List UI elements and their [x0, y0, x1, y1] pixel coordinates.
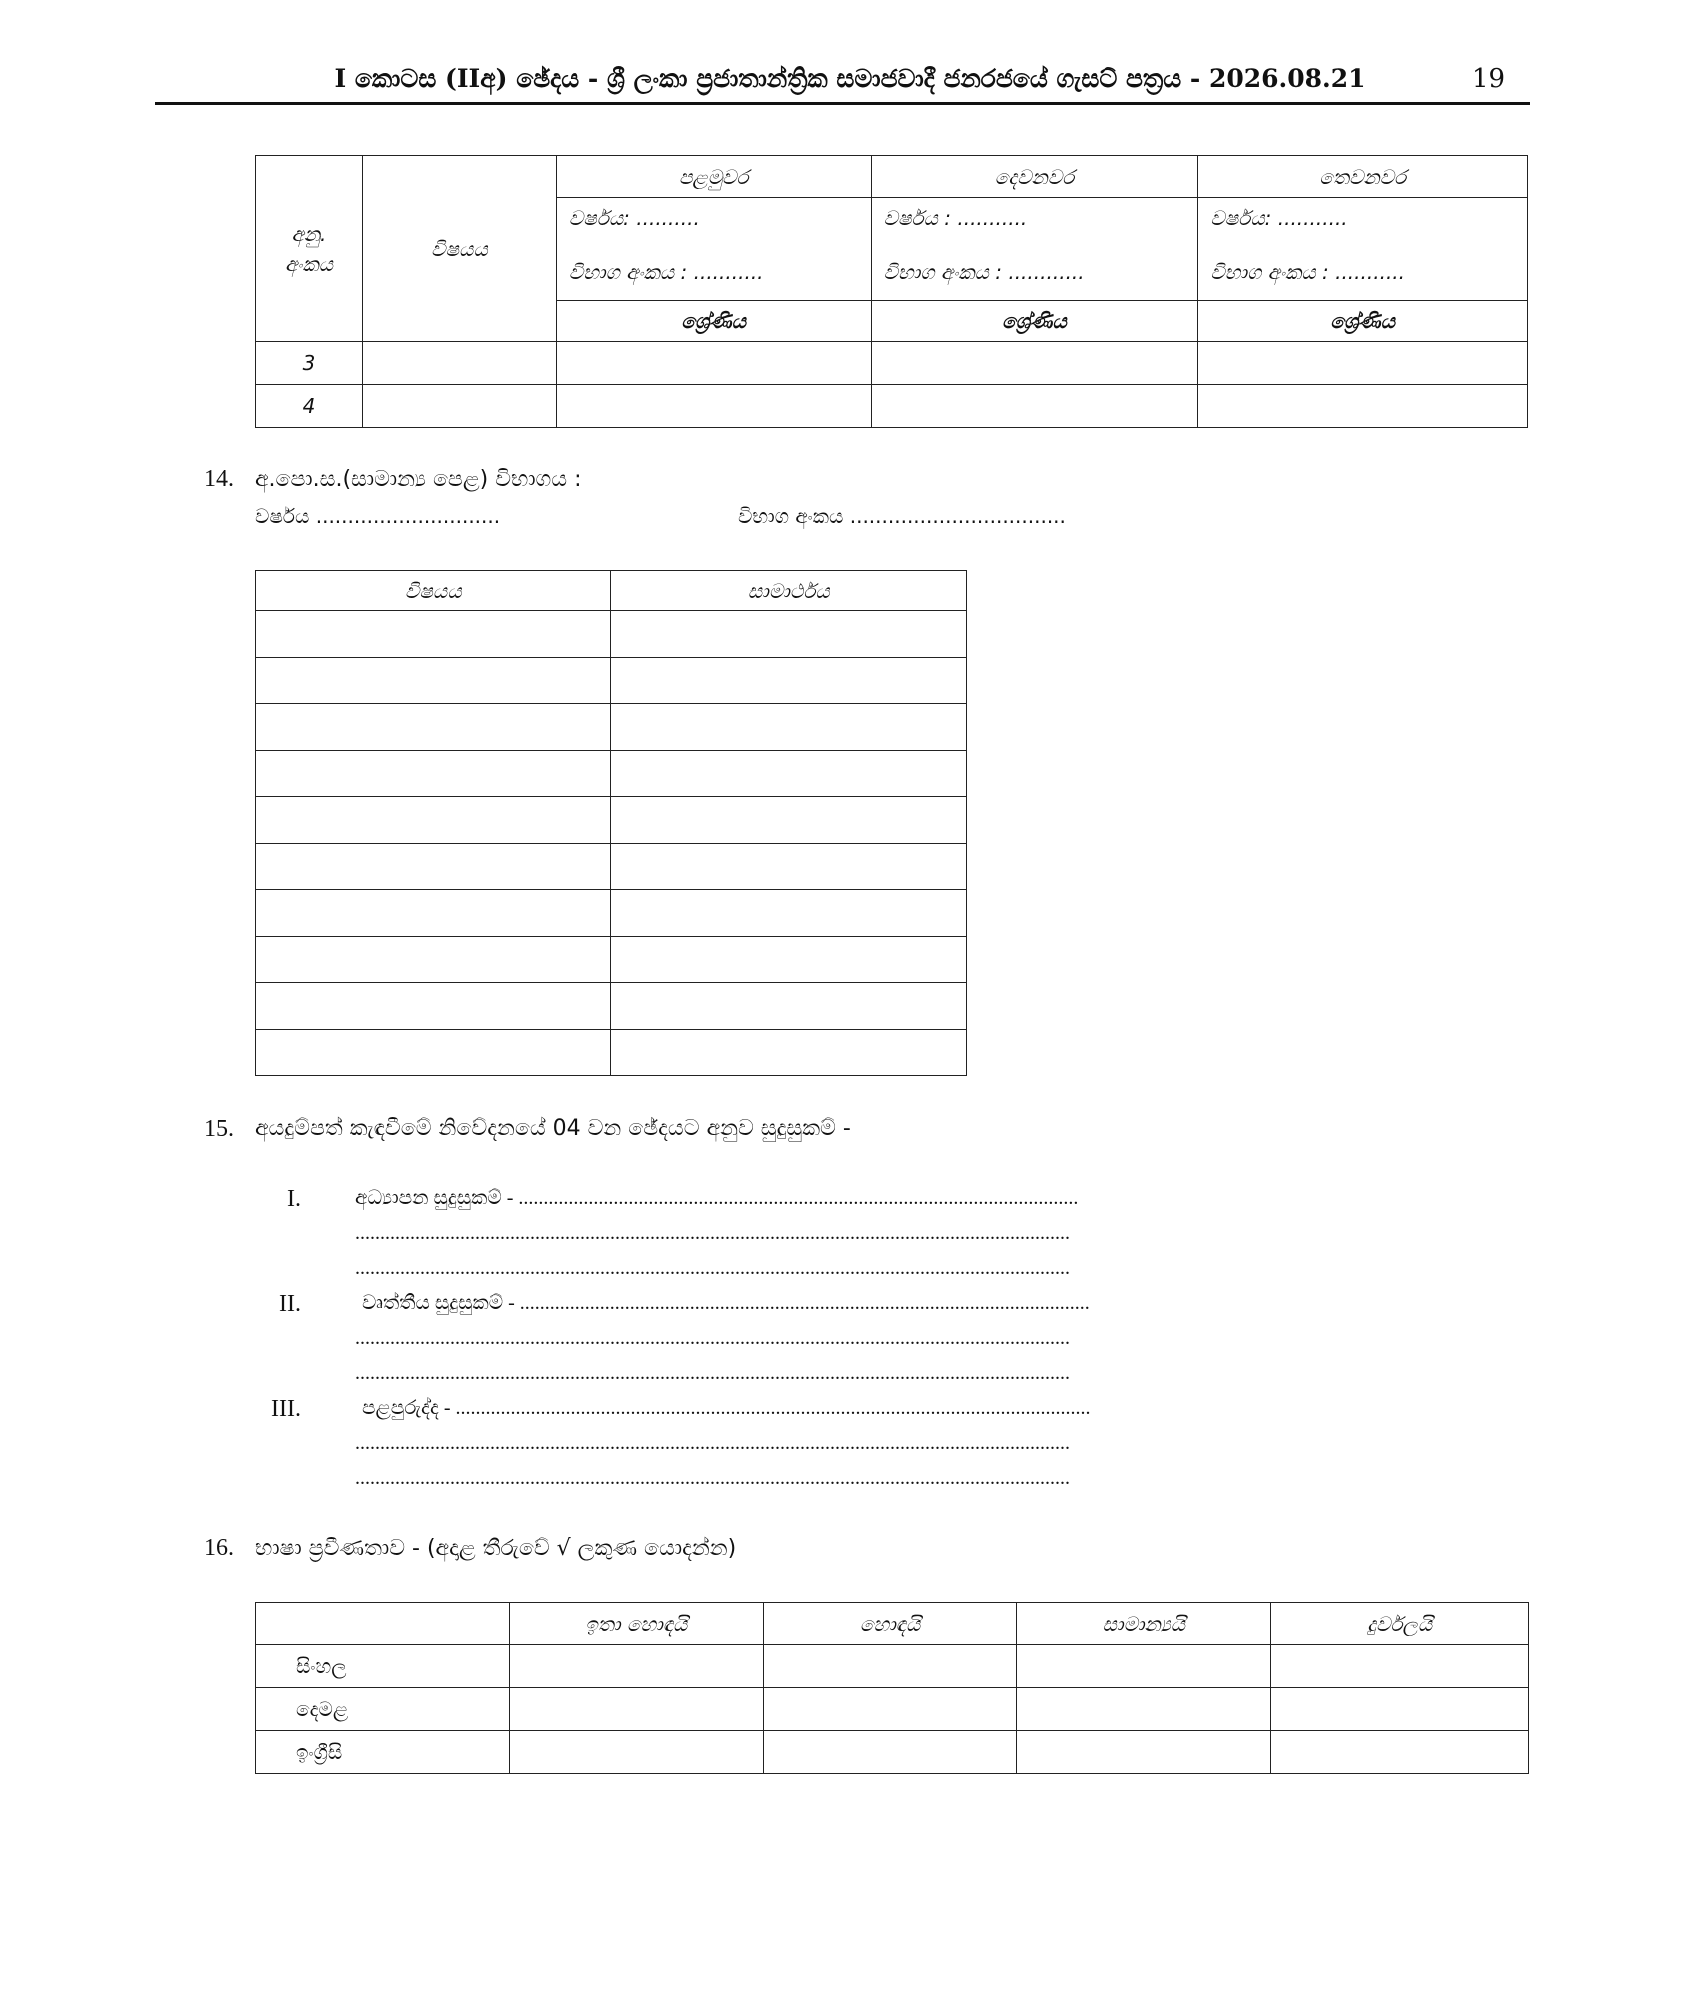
checkbox-cell[interactable] [763, 1645, 1017, 1688]
subject-cell[interactable] [256, 983, 611, 1030]
subject-cell[interactable] [256, 936, 611, 983]
table-row [256, 385, 1528, 428]
table-row [256, 611, 967, 658]
attempt-1-index: විභාග අංකය : ........... [568, 260, 764, 284]
row-number: 3 [256, 342, 363, 385]
weak-header: දුර්වලයි [1271, 1603, 1529, 1645]
checkbox-cell[interactable] [1017, 1688, 1271, 1731]
result-cell[interactable] [611, 843, 967, 890]
attempt-1-details [556, 198, 871, 301]
q15-professional-line[interactable]: ............................................................................................................................................... [355, 1327, 1070, 1349]
attempt-3-index: විභාග අංකය : ........... [1210, 260, 1406, 284]
checkbox-cell[interactable] [1271, 1688, 1529, 1731]
q14-year-field[interactable]: වර්ෂය ............................. [255, 504, 501, 528]
language-sinhala: සිංහල [256, 1645, 510, 1688]
q14-number: 14. [204, 466, 234, 492]
grade-cell[interactable] [871, 342, 1198, 385]
grade-cell[interactable] [1198, 385, 1528, 428]
header-rule [155, 102, 1530, 105]
q15-item-3-numeral: III. [271, 1396, 301, 1422]
q15-academic-qualifications-field[interactable]: අධ්‍යාපන සුදුසුකම් - ................................................................................................................ [355, 1187, 1079, 1209]
grade-cell[interactable] [871, 385, 1198, 428]
language-proficiency-table [255, 1602, 1529, 1774]
corner-cell [256, 1603, 510, 1645]
result-cell[interactable] [611, 797, 967, 844]
subject-column-header: විෂයය [256, 571, 611, 611]
checkbox-cell[interactable] [509, 1688, 763, 1731]
q15-item-1-numeral: I. [287, 1186, 301, 1212]
language-english: ඉංග්‍රීසි [256, 1731, 510, 1774]
table-row [256, 657, 967, 704]
checkbox-cell[interactable] [509, 1645, 763, 1688]
checkbox-cell[interactable] [763, 1731, 1017, 1774]
attempt-1-grade-header: ශ්‍රේණිය [556, 301, 871, 342]
table-row [256, 1688, 1529, 1731]
subject-cell[interactable] [362, 385, 556, 428]
exam-attempts-table [255, 155, 1528, 428]
table-row [256, 890, 967, 937]
page-header-title: I කොටස (IIඅ) ඡේදය - ශ්‍රී ලංකා ප්‍රජාතාන්ත්‍රික සමාජවාදී ජනරජයේ ගැසට් පත්‍රය - 2026.08.21 [334, 64, 1366, 93]
grade-cell[interactable] [556, 385, 871, 428]
result-cell[interactable] [611, 936, 967, 983]
table-row [256, 750, 967, 797]
attempt-2-index: විභාග අංකය : ............ [883, 260, 1085, 284]
q15-professional-line[interactable]: ............................................................................................................................................... [355, 1362, 1070, 1384]
subject-cell[interactable] [256, 843, 611, 890]
result-cell[interactable] [611, 983, 967, 1030]
grade-cell[interactable] [556, 342, 871, 385]
table-row [256, 1731, 1529, 1774]
good-header: හොඳයි [763, 1603, 1017, 1645]
q15-experience-line[interactable]: ............................................................................................................................................... [355, 1467, 1070, 1489]
page-number: 19 [1472, 64, 1506, 94]
q15-number: 15. [204, 1116, 234, 1142]
index-number-header: අනු. අංකය [256, 156, 363, 342]
language-tamil: දෙමළ [256, 1688, 510, 1731]
q14-index-field[interactable]: විභාග අංකය .................................. [738, 504, 1066, 528]
q16-number: 16. [204, 1535, 234, 1561]
subject-cell[interactable] [256, 657, 611, 704]
attempt-2-grade-header: ශ්‍රේණිය [871, 301, 1198, 342]
subject-header: විෂයය [362, 156, 556, 342]
q15-professional-qualifications-field[interactable]: වෘත්තීය සුදුසුකම් - .................................................................................................................. [362, 1292, 1090, 1314]
very-good-header: ඉතා හොඳයි [509, 1603, 763, 1645]
table-row [256, 704, 967, 751]
table-row [256, 983, 967, 1030]
result-cell[interactable] [611, 890, 967, 937]
q15-academic-line[interactable]: ............................................................................................................................................... [355, 1257, 1070, 1279]
table-row [256, 797, 967, 844]
table-row [256, 1029, 967, 1076]
checkbox-cell[interactable] [1017, 1731, 1271, 1774]
attempt-2-year: වර්ෂය : ........... [883, 206, 1028, 230]
attempt-2-details [871, 198, 1198, 301]
q15-academic-line[interactable]: ............................................................................................................................................... [355, 1222, 1070, 1244]
checkbox-cell[interactable] [1271, 1731, 1529, 1774]
q15-title: අයදුම්පත් කැඳවීමේ නිවේදනයේ 04 වන ඡේදයට අනුව සුදුසුකම් - [255, 1116, 851, 1141]
subject-cell[interactable] [256, 890, 611, 937]
result-cell[interactable] [611, 750, 967, 797]
result-column-header: සාමාර්ථය [611, 571, 967, 611]
q14-title: අ.පො.ස.(සාමාන්‍ය පෙළ) විභාගය : [255, 467, 582, 492]
checkbox-cell[interactable] [1017, 1645, 1271, 1688]
result-cell[interactable] [611, 611, 967, 658]
subject-cell[interactable] [256, 797, 611, 844]
attempt-3-header: තෙවනවර [1198, 156, 1528, 198]
q15-item-2-numeral: II. [279, 1291, 301, 1317]
table-row [256, 843, 967, 890]
subject-cell[interactable] [256, 750, 611, 797]
table-row [256, 342, 1528, 385]
table-row [256, 1645, 1529, 1688]
checkbox-cell[interactable] [1271, 1645, 1529, 1688]
result-cell[interactable] [611, 704, 967, 751]
q15-experience-field[interactable]: පළපුරුද්ද - ............................................................................................................................... [362, 1397, 1091, 1419]
checkbox-cell[interactable] [763, 1688, 1017, 1731]
attempt-3-year: වර්ෂය: ........... [1210, 206, 1348, 230]
ol-results-table [255, 570, 967, 1076]
result-cell[interactable] [611, 1029, 967, 1076]
q16-title: භාෂා ප්‍රවීණතාව - (අදාළ තීරුවේ √ ලකුණ යොදන්න) [255, 1536, 737, 1561]
grade-cell[interactable] [1198, 342, 1528, 385]
attempt-1-year: වර්ෂය: .......... [568, 206, 700, 230]
attempt-3-details [1198, 198, 1528, 301]
checkbox-cell[interactable] [509, 1731, 763, 1774]
average-header: සාමාන්‍යයි [1017, 1603, 1271, 1645]
attempt-1-header: පළමුවර [556, 156, 871, 198]
row-number: 4 [256, 385, 363, 428]
table-row [256, 936, 967, 983]
attempt-2-header: දෙවනවර [871, 156, 1198, 198]
subject-cell[interactable] [256, 704, 611, 751]
subject-cell[interactable] [256, 611, 611, 658]
subject-cell[interactable] [256, 1029, 611, 1076]
result-cell[interactable] [611, 657, 967, 704]
attempt-3-grade-header: ශ්‍රේණිය [1198, 301, 1528, 342]
subject-cell[interactable] [362, 342, 556, 385]
q15-experience-line[interactable]: ............................................................................................................................................... [355, 1432, 1070, 1454]
